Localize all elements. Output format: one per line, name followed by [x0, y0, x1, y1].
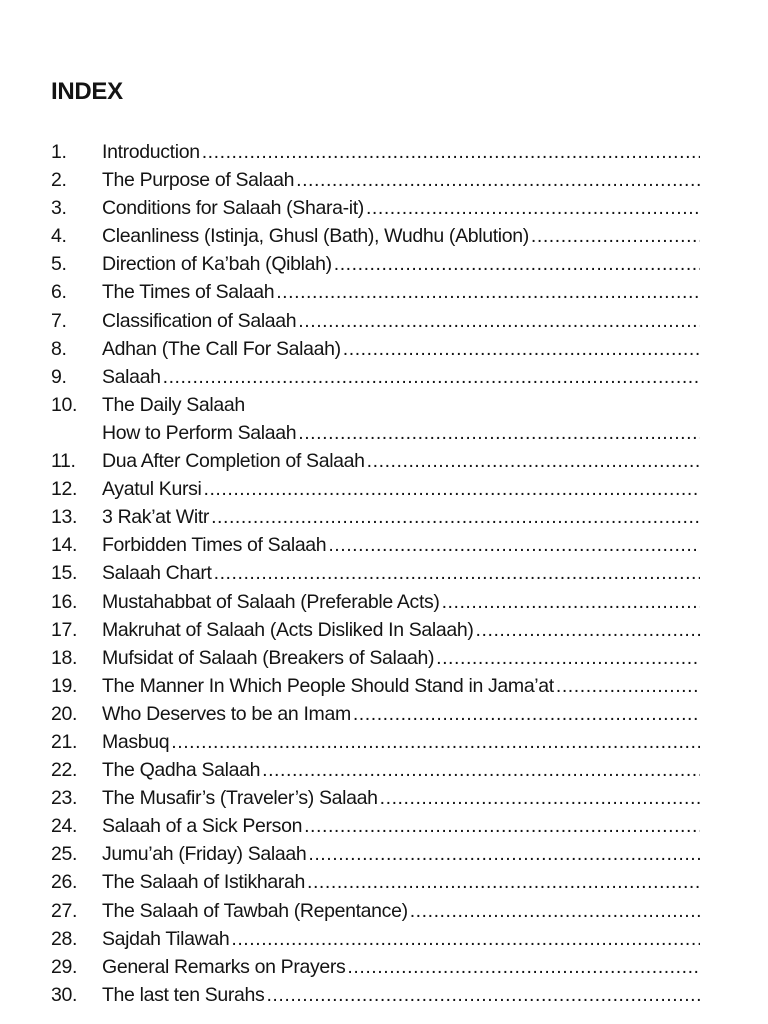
- entry-number: 26.: [51, 871, 78, 894]
- entry-number: 1.: [51, 141, 67, 163]
- entry-title: The Qadha Salaah: [102, 759, 261, 782]
- dot-leader: [163, 363, 700, 391]
- list-item: [51, 784, 700, 812]
- dot-leader: [366, 194, 700, 222]
- dot-leader: [442, 588, 700, 616]
- dot-leader: [367, 447, 700, 475]
- entry-number: 7.: [51, 309, 67, 332]
- dot-leader: [266, 981, 700, 1009]
- entry-number: 30.: [51, 983, 78, 1006]
- entry-title: Dua After Completion of Salaah: [102, 450, 365, 473]
- entry-title: The Salaah of Tawbah (Repentance): [102, 899, 408, 922]
- list-item: [51, 503, 700, 531]
- list-item: [51, 166, 700, 194]
- list-item: [51, 756, 700, 784]
- dot-leader: [296, 166, 700, 194]
- list-item: [51, 447, 700, 475]
- entry-number: 11.: [51, 450, 76, 473]
- list-item: [51, 194, 700, 222]
- dot-leader: [556, 672, 700, 700]
- list-item: [51, 812, 700, 840]
- entry-title: The Manner In Which People Should Stand in Jama’at: [102, 674, 554, 697]
- list-item: [51, 531, 700, 559]
- list-item: [51, 897, 700, 925]
- entry-title: Jumu’ah (Friday) Salaah: [102, 843, 307, 866]
- entry-number: 29.: [51, 955, 78, 978]
- list-item: [51, 419, 700, 447]
- entry-title: Ayatul Kursi: [102, 478, 202, 501]
- dot-leader: [380, 784, 700, 812]
- entry-title: Conditions for Salaah (Shara-it): [102, 197, 364, 220]
- entry-number: 12.: [51, 478, 78, 501]
- entry-number: 22.: [51, 759, 78, 782]
- dot-leader: [436, 644, 700, 672]
- dot-leader: [202, 138, 700, 166]
- entry-title: Cleanliness (Istinja, Ghusl (Bath), Wudhu (Ablution): [102, 225, 529, 248]
- entry-title: Salaah: [102, 365, 161, 388]
- dot-leader: [410, 897, 700, 925]
- entry-number: 20.: [51, 702, 78, 725]
- entry-title: Forbidden Times of Salaah: [102, 534, 327, 557]
- entry-number: 10.: [51, 393, 78, 416]
- list-item: [51, 138, 700, 166]
- entry-title: The Daily Salaah: [102, 393, 245, 416]
- entry-number: 9.: [51, 365, 67, 388]
- entry-number: 25.: [51, 843, 78, 866]
- entry-title: General Remarks on Prayers: [102, 955, 346, 978]
- list-item: [51, 644, 700, 672]
- entry-title: How to Perform Salaah: [102, 421, 297, 444]
- entry-number: 23.: [51, 787, 78, 810]
- list-item: [51, 588, 700, 616]
- entry-number: 17.: [51, 618, 78, 641]
- list-item: [51, 700, 700, 728]
- dot-leader: [298, 419, 700, 447]
- list-item: [51, 925, 700, 953]
- list-item: [51, 335, 700, 363]
- entry-number: 13.: [51, 506, 78, 529]
- entry-title: Mustahabbat of Salaah (Preferable Acts): [102, 590, 440, 613]
- list-item: [51, 868, 700, 896]
- list-item: [51, 363, 700, 391]
- list-item: [51, 278, 700, 306]
- entry-title: Masbuq: [102, 730, 170, 753]
- entry-title: The last ten Surahs: [102, 983, 265, 1006]
- dot-leader: [171, 728, 700, 756]
- dot-leader: [531, 222, 700, 250]
- entry-number: 21.: [51, 730, 78, 753]
- dot-leader: [262, 756, 700, 784]
- list-item: [51, 307, 700, 335]
- page-title: INDEX: [51, 78, 123, 105]
- entry-title: Salaah of a Sick Person: [102, 815, 303, 838]
- entry-title: The Purpose of Salaah: [102, 169, 295, 192]
- dot-leader: [334, 250, 700, 278]
- entry-number: 8.: [51, 337, 67, 360]
- entry-title: Introduction: [102, 141, 200, 163]
- entry-number: 6.: [51, 281, 67, 304]
- dot-leader: [328, 531, 700, 559]
- list-item: [51, 559, 700, 587]
- entry-title: 3 Rak’at Witr: [102, 506, 210, 529]
- dot-leader: [298, 307, 700, 335]
- entry-number: 4.: [51, 225, 67, 248]
- dot-leader: [276, 278, 700, 306]
- dot-leader: [343, 335, 700, 363]
- list-item: [51, 728, 700, 756]
- list-item: [51, 250, 700, 278]
- entry-number: 5.: [51, 253, 67, 276]
- entry-number: 2.: [51, 169, 67, 192]
- list-item: [51, 672, 700, 700]
- entry-title: Sajdah Tilawah: [102, 927, 230, 950]
- entry-title: Classification of Salaah: [102, 309, 297, 332]
- entry-title: The Times of Salaah: [102, 281, 275, 304]
- entry-title: Who Deserves to be an Imam: [102, 702, 351, 725]
- entry-title: Makruhat of Salaah (Acts Disliked In Salaah): [102, 618, 474, 641]
- dot-leader: [304, 812, 700, 840]
- entry-title: Adhan (The Call For Salaah): [102, 337, 341, 360]
- table-of-contents: [51, 138, 700, 1009]
- entry-title: Salaah Chart: [102, 562, 212, 585]
- list-item: [51, 981, 700, 1009]
- entry-number: 19.: [51, 674, 78, 697]
- list-item: [51, 391, 700, 419]
- entry-number: 27.: [51, 899, 78, 922]
- list-item: [51, 953, 700, 981]
- entry-title: Mufsidat of Salaah (Breakers of Salaah): [102, 646, 435, 669]
- dot-leader: [308, 840, 700, 868]
- dot-leader: [214, 559, 700, 587]
- entry-number: 28.: [51, 927, 78, 950]
- dot-leader: [353, 700, 700, 728]
- entry-number: 3.: [51, 197, 67, 220]
- entry-title: The Salaah of Istikharah: [102, 871, 305, 894]
- entry-number: 18.: [51, 646, 78, 669]
- entry-title: The Musafir’s (Traveler’s) Salaah: [102, 787, 378, 810]
- list-item: [51, 840, 700, 868]
- list-item: [51, 616, 700, 644]
- dot-leader: [347, 953, 700, 981]
- dot-leader: [307, 868, 700, 896]
- entry-number: 24.: [51, 815, 78, 838]
- dot-leader: [476, 616, 700, 644]
- list-item: [51, 222, 700, 250]
- entry-title: Direction of Ka’bah (Qiblah): [102, 253, 332, 276]
- entry-number: 14.: [51, 534, 78, 557]
- dot-leader: [231, 925, 700, 953]
- entry-number: 15.: [51, 562, 78, 585]
- entry-number: 16.: [51, 590, 78, 613]
- dot-leader: [211, 503, 700, 531]
- list-item: [51, 475, 700, 503]
- dot-leader: [204, 475, 701, 503]
